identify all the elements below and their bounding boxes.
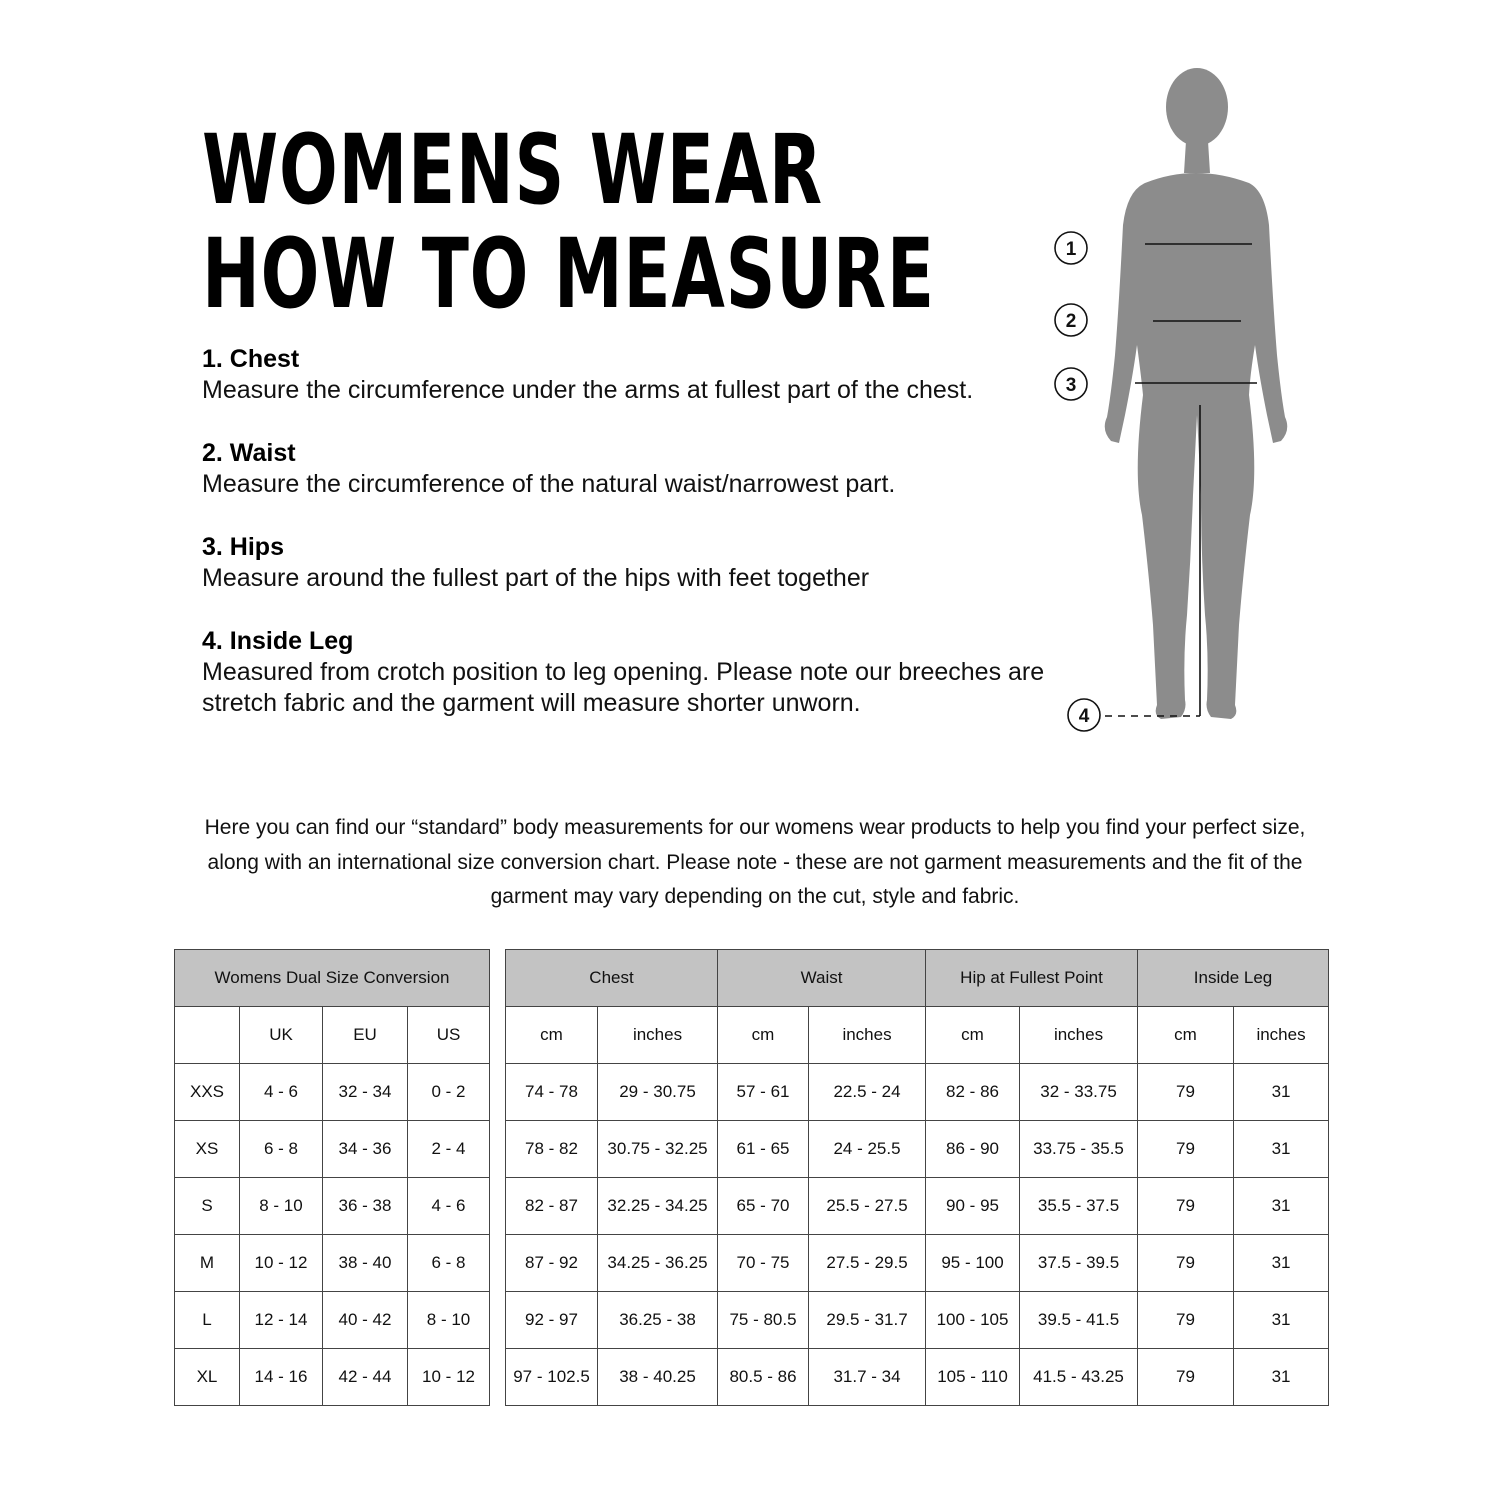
table-cell: 97 - 102.5 (506, 1349, 598, 1406)
conversion-row (175, 1178, 490, 1235)
step-title: 4. Inside Leg (202, 627, 354, 655)
table-cell: 79 (1138, 1349, 1234, 1406)
table-cell: 6 - 8 (408, 1235, 490, 1292)
marker-2 (1055, 304, 1087, 336)
step-title: 3. Hips (202, 533, 284, 561)
table-cell: 30.75 - 32.25 (598, 1121, 718, 1178)
table-cell: 25.5 - 27.5 (809, 1178, 926, 1235)
marker-4 (1068, 699, 1100, 731)
table-cell: 32 - 33.75 (1020, 1064, 1138, 1121)
measurement-row (506, 1292, 1329, 1349)
svg-text:2: 2 (1065, 311, 1077, 332)
table-cell: 39.5 - 41.5 (1020, 1292, 1138, 1349)
table-cell: 33.75 - 35.5 (1020, 1121, 1138, 1178)
table-cell: 87 - 92 (506, 1235, 598, 1292)
measurement-row (506, 1178, 1329, 1235)
unit-header: cm (718, 1007, 809, 1064)
table-cell: 31 (1234, 1121, 1329, 1178)
table-cell: 79 (1138, 1235, 1234, 1292)
column-header: US (408, 1007, 490, 1064)
table-cell: 79 (1138, 1178, 1234, 1235)
unit-header: inches (1234, 1007, 1329, 1064)
table-cell: 38 - 40 (323, 1235, 408, 1292)
table-cell: 57 - 61 (718, 1064, 809, 1121)
marker-3 (1055, 368, 1087, 400)
table-cell: 86 - 90 (926, 1121, 1020, 1178)
table-cell: 90 - 95 (926, 1178, 1020, 1235)
conversion-row (175, 1121, 490, 1178)
unit-header: inches (809, 1007, 926, 1064)
table-cell: 27.5 - 29.5 (809, 1235, 926, 1292)
female-body-silhouette-icon (1045, 55, 1305, 735)
body-measurements-table (505, 949, 1329, 1406)
table-cell: 79 (1138, 1121, 1234, 1178)
measurement-row (506, 1235, 1329, 1292)
table-cell: 31 (1234, 1064, 1329, 1121)
title-line-1: WOMENS WEAR (202, 114, 823, 226)
measuring-steps (202, 343, 1072, 750)
marker-1 (1055, 232, 1087, 264)
unit-header: cm (926, 1007, 1020, 1064)
group-header-waist: Waist (718, 950, 926, 1007)
table-cell: 31 (1234, 1178, 1329, 1235)
column-header (175, 1007, 240, 1064)
column-header: EU (323, 1007, 408, 1064)
unit-header: cm (506, 1007, 598, 1064)
table-cell: 4 - 6 (408, 1178, 490, 1235)
table-cell: 40 - 42 (323, 1292, 408, 1349)
step-description: Measure around the fullest part of the hips with feet together (202, 564, 870, 592)
intro-paragraph: Here you can find our “standard” body measurements for our womens wear products to help you find your perfect size, along with an international size conversion chart. Please note - these are not garment measurements and the fit of the garment may vary depending on the cut, style and fabric. (204, 816, 1306, 908)
table-cell: 92 - 97 (506, 1292, 598, 1349)
step-hips (202, 531, 1072, 594)
table-cell: 36.25 - 38 (598, 1292, 718, 1349)
unit-header: inches (598, 1007, 718, 1064)
table-cell: 0 - 2 (408, 1064, 490, 1121)
table-cell: 14 - 16 (240, 1349, 323, 1406)
table-cell: 70 - 75 (718, 1235, 809, 1292)
measurement-row (506, 1064, 1329, 1121)
table-cell: 2 - 4 (408, 1121, 490, 1178)
table-cell: 24 - 25.5 (809, 1121, 926, 1178)
table-cell: 41.5 - 43.25 (1020, 1349, 1138, 1406)
table-cell: 31 (1234, 1349, 1329, 1406)
conversion-row (175, 1235, 490, 1292)
table-cell: M (175, 1235, 240, 1292)
measurement-row (506, 1121, 1329, 1178)
table-cell: 75 - 80.5 (718, 1292, 809, 1349)
table-cell: 32 - 34 (323, 1064, 408, 1121)
svg-text:1: 1 (1065, 239, 1077, 260)
table-cell: 61 - 65 (718, 1121, 809, 1178)
step-description: Measured from crotch position to leg opening. Please note our breeches are stretch fabric and the garment will measure shorter unworn. (202, 658, 1045, 717)
step-title: 1. Chest (202, 345, 300, 373)
page-title (202, 114, 935, 330)
table-cell: 100 - 105 (926, 1292, 1020, 1349)
table-cell: 34.25 - 36.25 (598, 1235, 718, 1292)
table-cell: 79 (1138, 1064, 1234, 1121)
table-cell: 74 - 78 (506, 1064, 598, 1121)
table-cell: 29 - 30.75 (598, 1064, 718, 1121)
group-header-chest: Chest (506, 950, 718, 1007)
table-cell: L (175, 1292, 240, 1349)
table-cell: XS (175, 1121, 240, 1178)
measurement-unit-headers (506, 1007, 1329, 1064)
measurement-group-headers (506, 950, 1329, 1007)
table-cell: 82 - 86 (926, 1064, 1020, 1121)
table-cell: 37.5 - 39.5 (1020, 1235, 1138, 1292)
size-conversion-table (174, 949, 490, 1406)
table-cell: XL (175, 1349, 240, 1406)
table-cell: 10 - 12 (408, 1349, 490, 1406)
title-line-2: HOW TO MEASURE (202, 218, 935, 330)
table-cell: 34 - 36 (323, 1121, 408, 1178)
measurement-figure (1045, 55, 1305, 735)
table-cell: 10 - 12 (240, 1235, 323, 1292)
table-cell: 105 - 110 (926, 1349, 1020, 1406)
step-title: 2. Waist (202, 439, 296, 467)
table-cell: 80.5 - 86 (718, 1349, 809, 1406)
table-cell: 42 - 44 (323, 1349, 408, 1406)
conversion-row (175, 1064, 490, 1121)
conversion-row (175, 1349, 490, 1406)
table-cell: 8 - 10 (240, 1178, 323, 1235)
table-cell: 82 - 87 (506, 1178, 598, 1235)
table-cell: 35.5 - 37.5 (1020, 1178, 1138, 1235)
table-cell: 12 - 14 (240, 1292, 323, 1349)
table-cell: 22.5 - 24 (809, 1064, 926, 1121)
group-header-hip: Hip at Fullest Point (926, 950, 1138, 1007)
table-cell: 95 - 100 (926, 1235, 1020, 1292)
table-cell: 32.25 - 34.25 (598, 1178, 718, 1235)
group-header-inside-leg: Inside Leg (1138, 950, 1329, 1007)
conversion-table-header: Womens Dual Size Conversion (175, 950, 490, 1007)
column-header: UK (240, 1007, 323, 1064)
table-cell: 78 - 82 (506, 1121, 598, 1178)
table-cell: 31.7 - 34 (809, 1349, 926, 1406)
measurement-row (506, 1349, 1329, 1406)
step-description: Measure the circumference of the natural waist/narrowest part. (202, 470, 896, 498)
step-waist (202, 437, 1072, 500)
svg-text:3: 3 (1065, 375, 1077, 396)
svg-text:4: 4 (1078, 706, 1090, 727)
step-inside-leg (202, 625, 1072, 719)
table-cell: XXS (175, 1064, 240, 1121)
step-description: Measure the circumference under the arms at fullest part of the chest. (202, 376, 974, 404)
unit-header: cm (1138, 1007, 1234, 1064)
table-cell: 4 - 6 (240, 1064, 323, 1121)
table-cell: 29.5 - 31.7 (809, 1292, 926, 1349)
table-cell: S (175, 1178, 240, 1235)
table-cell: 8 - 10 (408, 1292, 490, 1349)
table-cell: 6 - 8 (240, 1121, 323, 1178)
table-cell: 38 - 40.25 (598, 1349, 718, 1406)
conversion-column-headers (175, 1007, 490, 1064)
table-cell: 36 - 38 (323, 1178, 408, 1235)
table-cell: 79 (1138, 1292, 1234, 1349)
table-cell: 65 - 70 (718, 1178, 809, 1235)
unit-header: inches (1020, 1007, 1138, 1064)
table-cell: 31 (1234, 1235, 1329, 1292)
table-cell: 31 (1234, 1292, 1329, 1349)
step-chest (202, 343, 1072, 406)
conversion-row (175, 1292, 490, 1349)
